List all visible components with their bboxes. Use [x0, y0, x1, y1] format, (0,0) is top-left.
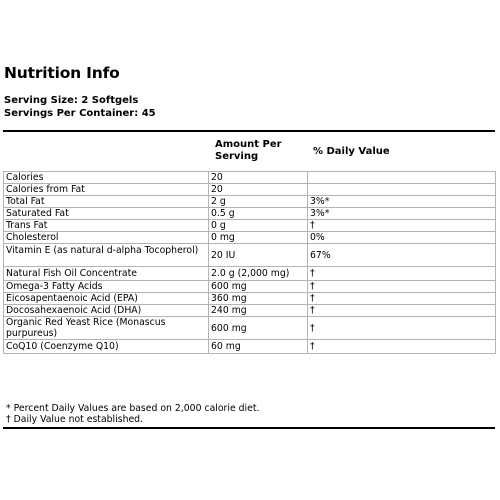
nutrient-amount: 0 mg	[209, 232, 308, 244]
nutrient-name: Vitamin E (as natural d-alpha Tocopherol)	[4, 244, 209, 267]
nutrient-daily-value: †	[308, 267, 496, 281]
table-row	[4, 232, 496, 244]
nutrient-daily-value: †	[308, 220, 496, 232]
nutrient-amount: 0.5 g	[209, 208, 308, 220]
table-row	[4, 317, 496, 340]
footnote-dv-not-established: † Daily Value not established.	[6, 414, 144, 425]
nutrient-name: Cholesterol	[4, 232, 209, 244]
nutrient-name: Trans Fat	[4, 220, 209, 232]
nutrient-daily-value: 0%	[308, 232, 496, 244]
nutrient-daily-value: †	[308, 305, 496, 317]
serving-info	[4, 94, 156, 120]
nutrient-amount: 360 mg	[209, 293, 308, 305]
nutrient-amount: 20	[209, 172, 308, 184]
nutrient-name: Calories	[4, 172, 209, 184]
table-row	[4, 305, 496, 317]
nutrient-daily-value	[308, 184, 496, 196]
table-row	[4, 244, 496, 267]
nutrient-name: CoQ10 (Coenzyme Q10)	[4, 340, 209, 354]
nutrient-daily-value: †	[308, 293, 496, 305]
top-divider	[3, 130, 495, 132]
nutrient-name: Natural Fish Oil Concentrate	[4, 267, 209, 281]
footnote-percent-dv: * Percent Daily Values are based on 2,000 calorie diet.	[6, 403, 260, 414]
nutrient-name: Docosahexaenoic Acid (DHA)	[4, 305, 209, 317]
nutrient-name: Calories from Fat	[4, 184, 209, 196]
nutrient-daily-value: †	[308, 340, 496, 354]
nutrient-amount: 2 g	[209, 196, 308, 208]
serving-size: Serving Size: 2 Softgels	[4, 95, 139, 106]
table-row	[4, 281, 496, 293]
nutrient-amount: 20 IU	[209, 244, 308, 267]
nutrient-name: Omega-3 Fatty Acids	[4, 281, 209, 293]
table-row	[4, 293, 496, 305]
nutrient-amount: 20	[209, 184, 308, 196]
nutrition-table	[3, 171, 496, 354]
table-row	[4, 196, 496, 208]
nutrient-amount: 0 g	[209, 220, 308, 232]
nutrient-daily-value: 67%	[308, 244, 496, 267]
footnotes	[6, 403, 259, 425]
column-header-daily-value: % Daily Value	[313, 146, 390, 157]
nutrient-name: Saturated Fat	[4, 208, 209, 220]
table-row	[4, 220, 496, 232]
table-row	[4, 184, 496, 196]
bottom-divider	[3, 427, 495, 429]
nutrient-daily-value	[308, 172, 496, 184]
page-title: Nutrition Info	[4, 64, 120, 82]
nutrient-daily-value: †	[308, 317, 496, 340]
nutrient-daily-value: 3%*	[308, 196, 496, 208]
table-row	[4, 208, 496, 220]
table-row	[4, 340, 496, 354]
nutrient-name: Organic Red Yeast Rice (Monascus purpureus)	[4, 317, 209, 340]
nutrient-amount: 240 mg	[209, 305, 308, 317]
nutrient-amount: 600 mg	[209, 317, 308, 340]
servings-per-container: Servings Per Container: 45	[4, 108, 156, 119]
nutrient-daily-value: †	[308, 281, 496, 293]
nutrient-amount: 2.0 g (2,000 mg)	[209, 267, 308, 281]
nutrient-amount: 600 mg	[209, 281, 308, 293]
nutrient-daily-value: 3%*	[308, 208, 496, 220]
nutrient-name: Total Fat	[4, 196, 209, 208]
table-row	[4, 172, 496, 184]
nutrient-amount: 60 mg	[209, 340, 308, 354]
table-row	[4, 267, 496, 281]
nutrient-name: Eicosapentaenoic Acid (EPA)	[4, 293, 209, 305]
column-header-amount: Amount Per Serving	[215, 139, 282, 162]
